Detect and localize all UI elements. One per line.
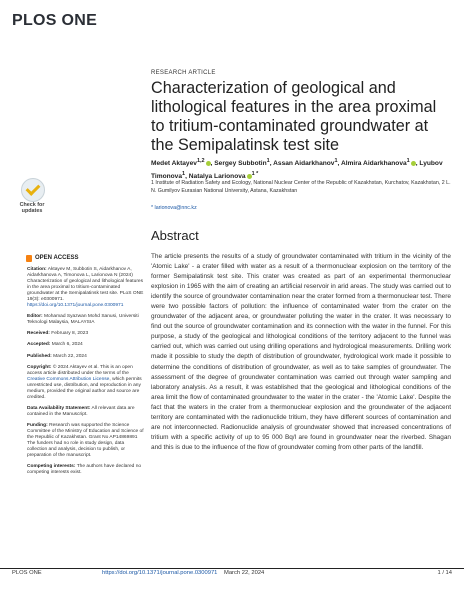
- author-name[interactable]: Natalya Larionova: [188, 173, 246, 181]
- editor-block: [27, 314, 145, 326]
- accepted-date: March 6, 2024: [51, 342, 83, 348]
- editor-text: Mohamad Syazwan Mohd Sanusi, Universiti Teknologi Malaysia, MALAYSIA: [27, 314, 139, 326]
- abstract-heading: Abstract: [151, 228, 199, 243]
- funding-label: Funding:: [27, 422, 48, 428]
- open-access-label: [26, 255, 145, 262]
- footer-date: March 22, 2024: [224, 570, 265, 576]
- citation-label: Citation:: [27, 267, 47, 272]
- funding-block: [27, 423, 145, 459]
- received-label: Received:: [27, 331, 50, 337]
- author-affil-sup: 1: [182, 171, 186, 178]
- competing-interests-block: [27, 464, 145, 476]
- author-name[interactable]: Medet Aktayev: [151, 160, 197, 168]
- received-date: February 8, 2023: [51, 331, 89, 337]
- author-name[interactable]: Lyubov Timonova: [151, 160, 443, 181]
- author-affil-sup: 1: [334, 158, 338, 164]
- open-access-lock-icon: [26, 255, 32, 262]
- check-for-updates-label: Check for updates: [19, 202, 45, 215]
- author-affil-sup: 1: [266, 158, 270, 164]
- copyright-text: © 2024 Aktayev et al. This is an open access article distributed under the terms of the: [27, 364, 133, 376]
- corresponding-email[interactable]: * larionova@nnc.kz: [151, 205, 197, 211]
- check-icon: [21, 178, 45, 202]
- copyright-block: [27, 365, 145, 401]
- page-footer: [12, 570, 452, 576]
- funding-text: Research was supported the Science Committee of the Ministry of Education and Science of the Republic of Kazakhstan. Grant No AP14869891 The funders had no role in study design, data collection and analysis, decision to publish, or preparation of the manuscript.: [27, 422, 144, 459]
- orcid-icon[interactable]: [206, 161, 211, 166]
- published-block: [27, 354, 145, 360]
- orcid-icon[interactable]: [411, 161, 416, 166]
- copyright-text-end: , which permits unrestricted use, distribution, and reproduction in any medium, provided the original author and source are credited.: [27, 376, 142, 400]
- citation-block: [27, 267, 145, 309]
- footer-page-number: 1 / 14: [437, 570, 452, 576]
- journal-logo: PLOS ONE: [12, 12, 98, 29]
- copyright-label: Copyright:: [27, 364, 52, 370]
- check-for-updates-badge[interactable]: [14, 178, 50, 218]
- citation-doi-link[interactable]: https://doi.org/10.1371/journal.pone.0300971: [27, 303, 124, 309]
- affiliations: 1 Institute of Radiation Safety and Ecology, National Nuclear Center of the Republic of Kazakhstan, Kurchatov, Kazakhstan, 2 L. N. Gumilyov Eurasian National University, Astana, Kazakhstan: [151, 180, 451, 194]
- author-name[interactable]: Sergey Subbotin: [214, 160, 267, 168]
- published-date: March 22, 2024: [53, 353, 87, 359]
- data-availability-label: Data Availability Statement:: [27, 405, 91, 411]
- competing-interests-label: Competing interests:: [27, 464, 76, 470]
- author-affil-sup: 1: [406, 158, 410, 164]
- cc-license-link[interactable]: Creative Commons Attribution License: [27, 376, 110, 382]
- footer-doi-link[interactable]: https://doi.org/10.1371/journal.pone.0300971: [102, 570, 218, 576]
- footer-journal: PLOS ONE: [12, 570, 42, 576]
- abstract-text: The article presents the results of a study of groundwater contaminated with tritium in the vicinity of the 'Atomic Lake' - a crater filled with water as a result of a thermonuclear explosion on the territory of the former Semipalatinsk test site. This crater was created as part of an experimental thermonuclear explosion in 1965 with the aim of creating an artificial reservoir in arid areas. The study was carried out to identify the source of groundwater contamination near the crater formed from a thermonuclear test. There were two possible factors of pollution: the influence of contaminated water from the crater on the groundwater of the adjacent area, or groundwater polluting the water in the crater. It was necessary to find out the source of groundwater contamination and its connection with the water in the funnel. For this purpose, a study of the geological and lithological conditions of the territory adjacent to the funnel was carried out, which was carried out using drilling operations and hydrological measurements. Drilling work made it possible to study the depth of distribution of groundwater, hydrological work made it possible to determine the conditions of distribution of groundwater, as well as to take samples of groundwater. The assessment of the degree of groundwater contamination was carried out through water sampling and laboratory analysis. As a result, it was established that the geological and lithological conditions of the area limit the flow of contaminated groundwater to the water in the crater - the 'Atomic Lake'. Despite the fact that the waters in the crater from a thermonuclear explosion and the groundwater of the adjacent territory are contaminated with the radionuclide tritium, they have different sources of contamination and are not interconnected. Radionuclide analysis of groundwater showed that increased concentrations of tritium with a specific activity of up to 95 000 Bq/l are found in groundwater near the riverbed. Shagan and this is due to the influence of the flow of groundwater coming from other parts of the landfill.: [151, 253, 451, 451]
- article-type: RESEARCH ARTICLE: [151, 70, 216, 76]
- accepted-block: [27, 342, 145, 348]
- data-availability-block: [27, 406, 145, 418]
- open-access-text: OPEN ACCESS: [35, 255, 79, 262]
- author-name[interactable]: Almira Aidarkhanova: [340, 160, 407, 168]
- editor-label: Editor:: [27, 314, 43, 320]
- article-title: Characterization of geological and lithological features in the area proximal to tritium-contaminated groundwater at the Semipalatinsk test site: [151, 79, 437, 154]
- accepted-label: Accepted:: [27, 342, 51, 348]
- article-info-sidebar: [27, 255, 145, 481]
- author-name[interactable]: Assan Aidarkhanov: [273, 160, 335, 168]
- received-block: [27, 331, 145, 337]
- footer-divider: [0, 568, 464, 569]
- author-affil-sup: 1,2: [196, 158, 205, 164]
- citation-text: Aktayev M, Subbotin S, Aidarkhanov A, Aidarkhanova A, Timonova L, Larionova N (2024) Characterization of geological and lithological features in the area proximal to tritium-contaminated groundwater at the Semipalatinsk test site. PLoS ONE 19(3): e0300971.: [27, 267, 144, 303]
- published-label: Published:: [27, 353, 52, 359]
- competing-interests-text: The authors have declared no competing interests exist.: [27, 464, 142, 476]
- author-affil-sup: 1 *: [251, 171, 259, 178]
- author-list: Medet Aktayev$^{1,2}$ , Sergey Subbotin$^1$, Assan Aidarkhanov$^1$, Almira Aidarkhanova$^1$ , Lyubov Timonova$^1$, Natalya Larionova $^{1 *}$: [151, 158, 443, 181]
- data-availability-text: All relevant data are contained in the Manuscript.: [27, 405, 135, 417]
